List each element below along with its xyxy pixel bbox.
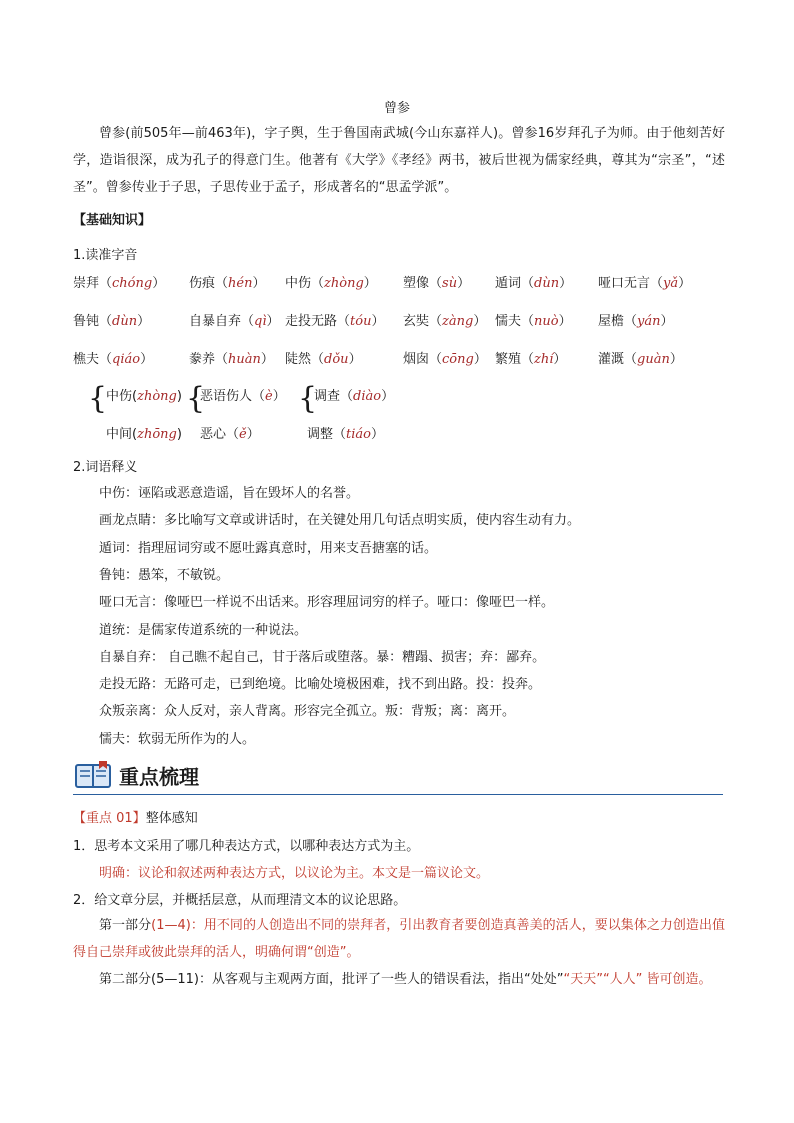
pronunciation-item: 塑像（sù） — [403, 276, 471, 291]
section-banner — [73, 757, 723, 797]
poly-3b: 调整（tiáo） — [307, 427, 385, 442]
pronunciation-item: 遁词（dùn） — [495, 276, 573, 291]
definition-item: 中伤：诬陷或恶意造谣，旨在毁坏人的名誉。 — [99, 486, 360, 501]
pronunciation-item: 陡然（dǒu） — [285, 352, 362, 367]
basic-knowledge-heading: 【基础知识】 — [73, 213, 152, 228]
pronunciation-item: 哑口无言（yǎ） — [598, 276, 692, 291]
pronunciation-item: 烟囱（cōng） — [403, 352, 487, 367]
pronunciation-item: 伤痕（hén） — [189, 276, 266, 291]
part-2-paragraph: 第二部分(5—11)：从客观与主观两方面，批评了一些人的错误看法，指出“处处”“天天”“人人” 皆可创造。 — [99, 972, 712, 987]
page-title: 曾参 — [383, 101, 410, 116]
poly-3a: 调查（diào） — [314, 389, 395, 404]
definition-item: 走投无路：无路可走，已到绝境。比喻处境极困难，找不到出路。投：投奔。 — [99, 677, 542, 693]
banner-title: 重点梳理 — [119, 765, 199, 789]
pronunciation-item: 自暴自弃（qì） — [189, 314, 280, 329]
definition-item: 鲁钝：愚笨，不敏锐。 — [99, 567, 230, 583]
definition-item: 画龙点睛：多比喻写文章或讲话时，在关键处用几句话点明实质，使内容生动有力。 — [99, 513, 581, 529]
pronunciation-item: 灌溉（guàn） — [598, 352, 683, 367]
brace-2: { — [186, 381, 206, 416]
definition-item: 懦夫：软弱无所作为的人。 — [99, 731, 256, 747]
pronunciation-item: 豢养（huàn） — [189, 352, 274, 367]
definition-item: 自暴自弃： 自己瞧不起自己，甘于落后或堕落。暴：糟蹋、损害；弃：鄙弃。 — [99, 649, 546, 665]
pronunciation-item: 走投无路（tóu） — [285, 314, 385, 329]
definition-item: 众叛亲离：众人反对，亲人背离。形容完全孤立。叛：背叛；离：离开。 — [99, 704, 516, 720]
pronunciation-item: 繁殖（zhí） — [495, 352, 567, 367]
intro-paragraph: 曾参(前505年—前463年)，字子舆，生于鲁国南武城(今山东嘉祥人)。曾参16岁拜孔子为师。由于他刻苦好学，造诣很深，成为孔子的得意门生。他著有《大学》《孝经》两书，被后世视为儒家经典，尊其为“宗圣”，“述圣”。曾参传业于子思，子思传业于孟子，形成著名的“思孟学派”。 — [73, 126, 725, 195]
pronunciation-item: 屋檐（yán） — [598, 314, 674, 329]
answer-1: 明确：议论和叙述两种表达方式，以议论为主。本文是一篇议论文。 — [99, 866, 490, 881]
question-1: 1．思考本文采用了哪几种表达方式，以哪种表达方式为主。 — [73, 839, 420, 854]
pronunciation-item: 懦夫（nuò） — [495, 314, 572, 329]
pronunciation-item: 中伤（zhòng） — [285, 276, 377, 291]
poly-1b: 中间(zhōng) — [106, 427, 182, 442]
question-2: 2．给文章分层，并概括层意，从而理清文本的议论思路。 — [73, 893, 407, 908]
poly-2a: 恶语伤人（è） — [200, 389, 286, 404]
poly-1a: 中伤(zhòng) — [106, 389, 182, 404]
key-point-heading: 【重点 01】整体感知 — [73, 811, 198, 826]
definition-item: 遁词：指理屈词穷或不愿吐露真意时，用来支吾搪塞的话。 — [99, 540, 438, 556]
pronunciation-item: 樵夫（qiáo） — [73, 352, 154, 367]
pronunciation-item: 鲁钝（dùn） — [73, 314, 151, 329]
book-icon — [73, 759, 113, 791]
pronunciation-item: 玄奘（zàng） — [403, 314, 487, 329]
definition-item: 道统：是儒家传道系统的一种说法。 — [99, 622, 308, 638]
definition-item: 哑口无言：像哑巴一样说不出话来。形容理屈词穷的样子。哑口：像哑巴一样。 — [99, 595, 555, 611]
brace-1: { — [88, 381, 108, 416]
part-1-paragraph: 第一部分(1—4)：用不同的人创造出不同的崇拜者，引出教育者要创造真善美的活人，要以集体之力创造出值得自己崇拜或彼此崇拜的活人，明确何谓“创造”。 — [73, 918, 725, 960]
definitions-heading: 2.词语释义 — [73, 460, 138, 475]
brace-3: { — [298, 381, 318, 416]
banner-underline — [73, 794, 723, 795]
pronunciation-heading: 1.读准字音 — [73, 248, 138, 263]
poly-2b: 恶心（ě） — [200, 427, 260, 442]
pronunciation-item: 崇拜（chóng） — [73, 276, 166, 291]
